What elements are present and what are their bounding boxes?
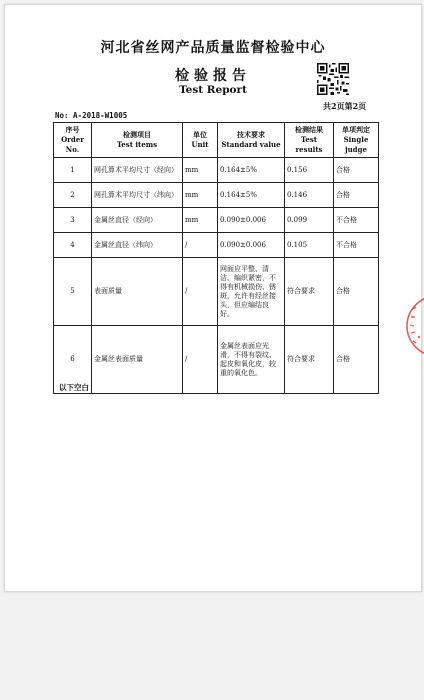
cell-judge: 合格 bbox=[334, 326, 379, 394]
cell-standard-value: 0.164±5% bbox=[218, 158, 285, 183]
cell-test-result: 符合要求 bbox=[285, 258, 334, 326]
cell-unit: / bbox=[183, 258, 218, 326]
cell-test-result: 0.099 bbox=[285, 208, 334, 233]
report-page bbox=[4, 4, 422, 592]
header-test-items bbox=[92, 123, 183, 158]
table-row bbox=[54, 158, 379, 183]
header-standard-value-cn: 技术要求 bbox=[237, 130, 265, 139]
cell-standard-value: 0.090±0.006 bbox=[218, 233, 285, 258]
report-title-en: Test Report bbox=[179, 84, 247, 96]
header-single-judge bbox=[334, 123, 379, 158]
table-header-row bbox=[54, 123, 379, 158]
cell-test-result: 0.105 bbox=[285, 233, 334, 258]
page-count: 共2页第2页 bbox=[323, 101, 367, 111]
header-standard-value-en: Standard value bbox=[221, 140, 281, 149]
header-standard-value bbox=[218, 123, 285, 158]
table-row bbox=[54, 258, 379, 326]
cell-standard-value: 0.164±5% bbox=[218, 183, 285, 208]
cell-judge: 不合格 bbox=[334, 208, 379, 233]
results-table bbox=[53, 122, 379, 394]
cell-order-no: 5 bbox=[54, 258, 92, 326]
cell-judge: 合格 bbox=[334, 183, 379, 208]
report-number: No: A-2018-W1005 bbox=[55, 111, 128, 120]
cell-unit: mm bbox=[183, 208, 218, 233]
qr-code-icon bbox=[317, 63, 349, 95]
cell-test-item: 网孔算术平均尺寸（纬向） bbox=[92, 183, 183, 208]
table-row bbox=[54, 208, 379, 233]
header-unit-en: Unit bbox=[191, 140, 209, 149]
cell-order-no: 3 bbox=[54, 208, 92, 233]
table-row bbox=[54, 183, 379, 208]
institution-title: 河北省丝网产品质量监督检验中心 bbox=[100, 40, 326, 56]
cell-test-item: 金属丝表面质量 bbox=[92, 326, 183, 394]
cell-judge: 不合格 bbox=[334, 233, 379, 258]
header-test-results-en: Test results bbox=[295, 135, 323, 154]
cell-standard-value: 金属丝表面应光滑，不得有裂纹、起皮和氧化皮，较重的氧化色。 bbox=[218, 326, 285, 394]
header-unit bbox=[183, 123, 218, 158]
cell-order-no: 1 bbox=[54, 158, 92, 183]
header-order-no bbox=[54, 123, 92, 158]
cell-order-no: 2 bbox=[54, 183, 92, 208]
cell-order-no: 4 bbox=[54, 233, 92, 258]
blank-below-note: 以下空白 bbox=[59, 383, 89, 392]
cell-standard-value: 网面应平整、清洁、编织紧密，不得有机械损伤、锈斑，允许有经丝接头，但应编结良好。 bbox=[218, 258, 285, 326]
cell-test-result: 0.156 bbox=[285, 158, 334, 183]
cell-unit: mm bbox=[183, 158, 218, 183]
cell-test-item: 网孔算术平均尺寸（经向） bbox=[92, 158, 183, 183]
cell-judge: 合格 bbox=[334, 258, 379, 326]
official-seal-stamp bbox=[399, 291, 424, 361]
cell-test-result: 0.146 bbox=[285, 183, 334, 208]
cell-unit: / bbox=[183, 233, 218, 258]
header-test-results bbox=[285, 123, 334, 158]
cell-test-item: 表面质量 bbox=[92, 258, 183, 326]
header-single-judge-cn: 单项判定 bbox=[342, 125, 370, 134]
cell-test-result: 符合要求 bbox=[285, 326, 334, 394]
cell-order-no: 6 bbox=[54, 326, 92, 394]
header-test-results-cn: 检测结果 bbox=[295, 125, 323, 134]
header-unit-cn: 单位 bbox=[193, 130, 207, 139]
header-test-items-cn: 检测项目 bbox=[123, 130, 151, 139]
cell-judge: 合格 bbox=[334, 158, 379, 183]
cell-unit: / bbox=[183, 326, 218, 394]
cell-test-item: 金属丝直径（经向） bbox=[92, 208, 183, 233]
report-title-cn: 检验报告 bbox=[175, 68, 251, 84]
header-single-judge-en: Single judge bbox=[343, 135, 369, 154]
cell-unit: mm bbox=[183, 183, 218, 208]
header-test-items-en: Test items bbox=[116, 140, 158, 149]
cell-standard-value: 0.090±0.006 bbox=[218, 208, 285, 233]
table-row bbox=[54, 233, 379, 258]
cell-test-item: 金属丝直径（纬向） bbox=[92, 233, 183, 258]
table-row bbox=[54, 326, 379, 394]
header-order-no-en: Order No. bbox=[61, 135, 84, 154]
header-order-no-cn: 序号 bbox=[65, 125, 80, 134]
